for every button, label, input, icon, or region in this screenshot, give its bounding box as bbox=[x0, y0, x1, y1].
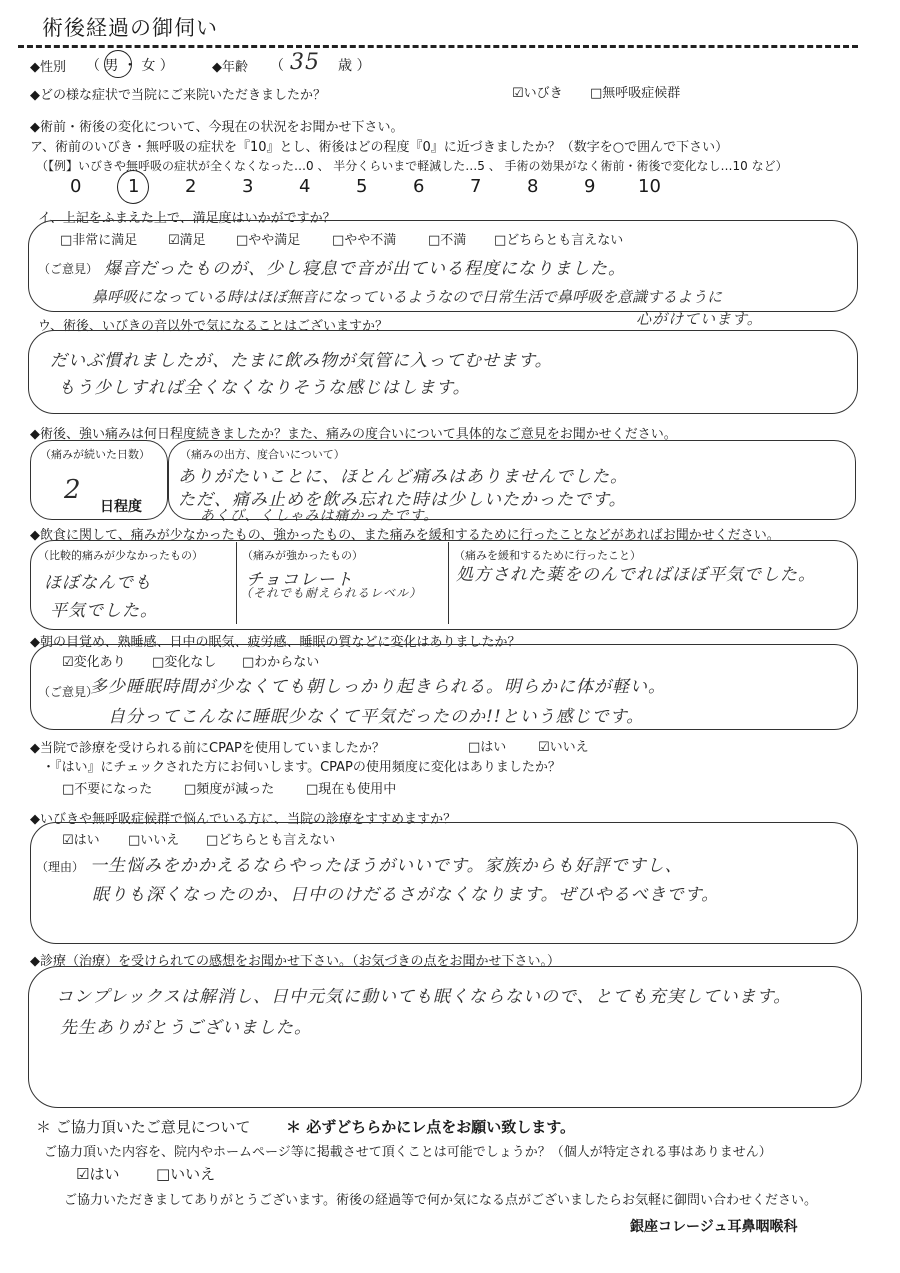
cpap-followup: ・『はい』にチェックされた方にお伺いします。CPAPの使用頻度に変化はありましたか？ bbox=[42, 760, 561, 775]
sat-option-dissatisfied[interactable]: □不満 bbox=[428, 233, 467, 248]
clinic-name: 銀座コレージュ耳鼻咽喉科 bbox=[630, 1219, 798, 1235]
change-question: ア、術前のいびき・無呼吸の症状を『10』とし、術後はどの程度『0』に近づきましたか？（数字を○で囲んで下さい） bbox=[30, 140, 729, 155]
scale-8[interactable]: 8 bbox=[527, 176, 539, 197]
recommend-comment-line2[interactable]: 眠りも深くなったのか、日中のけだるさがなくなります。ぜひやるべきです。 bbox=[92, 885, 720, 905]
impression-comment-line1[interactable]: コンプレックスは解消し、日中元気に動いても眠くならないので、とても充実しています。 bbox=[56, 987, 792, 1007]
morning-question: ◆朝の目覚め、熟睡感、日中の眠気、疲労感、睡眠の質などに変化はありましたか？ bbox=[30, 635, 521, 650]
consent-heading-left: ＊ ご協力頂いたご意見について bbox=[36, 1118, 251, 1136]
sat-option-neutral[interactable]: □どちらとも言えない bbox=[494, 233, 624, 248]
other-comment-line1[interactable]: だいぶ慣れましたが、たまに飲み物が気管に入ってむせます。 bbox=[50, 351, 553, 371]
cpap-option-yes[interactable]: □はい bbox=[468, 740, 507, 755]
pain-days-value[interactable]: 2 bbox=[64, 475, 82, 505]
scale-0[interactable]: 0 bbox=[70, 176, 82, 197]
scale-9[interactable]: 9 bbox=[584, 176, 596, 197]
pain-comment-line2[interactable]: ただ、痛み止めを飲み忘れた時は少しいたかったです。 bbox=[178, 490, 627, 510]
cpap-followup-still-using[interactable]: □現在も使用中 bbox=[306, 782, 397, 797]
other-box bbox=[28, 330, 858, 414]
pain-comment-line3[interactable]: あくび、くしゃみは痛かったです。 bbox=[200, 508, 439, 524]
sat-opinion-label: （ご意見） bbox=[38, 262, 99, 276]
consent-heading-right: ＊ 必ずどちらかにレ点をお願い致します。 bbox=[286, 1118, 576, 1136]
diet-col2-label: （痛みが強かったもの） bbox=[242, 549, 363, 562]
scale-5[interactable]: 5 bbox=[356, 176, 368, 197]
consent-option-no[interactable]: □いいえ bbox=[156, 1165, 216, 1183]
age-open: （ bbox=[270, 58, 284, 74]
recommend-option-yes[interactable]: ☑はい bbox=[62, 833, 100, 848]
recommend-comment-line1[interactable]: 一生悩みをかかえるならやったほうがいいです。家族からも好評ですし、 bbox=[90, 856, 683, 876]
consent-question: ご協力頂いた内容を、院内やホームページ等に掲載させて頂くことは可能でしょうか？（個人が特定される事はありません） bbox=[44, 1145, 772, 1160]
sat-option-somewhat-satisfied[interactable]: □やや満足 bbox=[236, 233, 301, 248]
sex-label: ◆性別 bbox=[30, 60, 66, 75]
diet-col1-line2[interactable]: 平気でした。 bbox=[50, 601, 158, 621]
age-value[interactable]: 35 bbox=[290, 50, 320, 75]
sat-comment-line3[interactable]: 心がけています。 bbox=[636, 310, 763, 328]
pain-comment-line1[interactable]: ありがたいことに、ほとんど痛みはありませんでした。 bbox=[178, 467, 628, 487]
sex-selected-circle bbox=[104, 50, 132, 78]
scale-4[interactable]: 4 bbox=[299, 176, 311, 197]
cpap-question: ◆当院で診療を受けられる前にCPAPを使用していましたか？ bbox=[30, 741, 385, 756]
satisfaction-question: イ、上記をふまえた上で、満足度はいかがですか？ bbox=[38, 211, 336, 226]
sat-option-very-satisfied[interactable]: □非常に満足 bbox=[60, 233, 138, 248]
cpap-option-no[interactable]: ☑いいえ bbox=[538, 740, 589, 755]
diet-col2-line1[interactable]: チョコレート bbox=[246, 570, 354, 590]
sat-option-satisfied[interactable]: ☑満足 bbox=[168, 233, 206, 248]
pain-degree-label: （痛みの出方、度合いについて） bbox=[180, 448, 345, 461]
diet-divider-1 bbox=[236, 542, 237, 624]
consent-option-yes[interactable]: ☑はい bbox=[76, 1165, 120, 1183]
morning-opinion-label: （ご意見） bbox=[38, 685, 99, 699]
morning-option-unchanged[interactable]: □変化なし bbox=[152, 655, 217, 670]
scale-6[interactable]: 6 bbox=[413, 176, 425, 197]
scale-2[interactable]: 2 bbox=[185, 176, 197, 197]
morning-comment-line2[interactable]: 自分ってこんなに睡眠少なくて平気だったのか!!という感じです。 bbox=[108, 707, 645, 727]
scale-10[interactable]: 10 bbox=[638, 176, 661, 197]
pain-days-unit: 日程度 bbox=[100, 499, 142, 515]
title-divider bbox=[18, 45, 858, 48]
diet-col1-line1[interactable]: ほぼなんでも bbox=[44, 573, 152, 593]
sat-comment-line1[interactable]: 爆音だったものが、少し寝息で音が出ている程度になりました。 bbox=[104, 259, 626, 279]
impression-comment-line2[interactable]: 先生ありがとうございました。 bbox=[60, 1018, 312, 1038]
recommend-option-neutral[interactable]: □どちらとも言えない bbox=[206, 833, 336, 848]
scale-7[interactable]: 7 bbox=[470, 176, 482, 197]
pain-question: ◆術後、強い痛みは何日程度続きましたか？また、痛みの度合いについて具体的なご意見をお聞かせください。 bbox=[30, 427, 677, 442]
change-header: ◆術前・術後の変化について、今現在の状況をお聞かせ下さい。 bbox=[30, 120, 404, 135]
diet-divider-2 bbox=[448, 542, 449, 624]
scale-1[interactable]: 1 bbox=[128, 176, 140, 197]
recommend-option-no[interactable]: □いいえ bbox=[128, 833, 180, 848]
symptom-option-snoring[interactable]: ☑いびき bbox=[512, 86, 563, 101]
scale-3[interactable]: 3 bbox=[242, 176, 254, 197]
age-label: ◆年齢 bbox=[212, 60, 248, 75]
morning-option-changed[interactable]: ☑変化あり bbox=[62, 655, 126, 670]
impression-question: ◆診療（治療）を受けられての感想をお聞かせ下さい。（お気づきの点をお聞かせ下さい。） bbox=[30, 954, 560, 969]
age-unit: 歳 ） bbox=[338, 58, 371, 74]
sat-comment-line2[interactable]: 鼻呼吸になっている時はほぼ無音になっているようなので日常生活で鼻呼吸を意識するように bbox=[92, 288, 723, 306]
consent-thanks: ご協力いただきましてありがとうございます。術後の経過等で何か気になる点がございましたらお気軽に御問い合わせください。 bbox=[64, 1193, 817, 1208]
scale-selected-circle bbox=[117, 170, 149, 204]
change-example: （【例】いびきや無呼吸の症状が全くなくなった…0 、 半分くらいまで軽減した…5 、 手術の効果がなく術前・術後で変化なし…10 など） bbox=[36, 159, 788, 173]
morning-option-unknown[interactable]: □わからない bbox=[242, 655, 320, 670]
diet-question: ◆飲食に関して、痛みが少なかったもの、強かったもの、また痛みを緩和するために行ったことなどがあればお聞かせください。 bbox=[30, 528, 780, 543]
page-title: 術後経過の御伺い bbox=[42, 16, 218, 40]
recommend-question: ◆いびきや無呼吸症候群で悩んでいる方に、当院の診療をすすめますか？ bbox=[30, 812, 457, 827]
cpap-followup-unneeded[interactable]: □不要になった bbox=[62, 782, 153, 797]
recommend-reason-label: （理由） bbox=[36, 860, 85, 874]
symptom-question: ◆どの様な症状で当院にご来院いただきましたか？ bbox=[30, 88, 326, 103]
sat-option-somewhat-dissatisfied[interactable]: □やや不満 bbox=[332, 233, 397, 248]
cpap-followup-reduced[interactable]: □頻度が減った bbox=[184, 782, 275, 797]
symptom-option-apnea[interactable]: □無呼吸症候群 bbox=[590, 86, 681, 101]
other-comment-line2[interactable]: もう少しすれば全くなくなりそうな感じはします。 bbox=[58, 378, 471, 398]
morning-comment-line1[interactable]: 多少睡眠時間が少なくても朝しっかり起きられる。明らかに体が軽い。 bbox=[90, 677, 666, 697]
diet-col2-line2[interactable]: （それでも耐えられるレベル） bbox=[240, 586, 423, 600]
diet-col3-label: （痛みを緩和するために行ったこと） bbox=[454, 549, 641, 562]
other-question: ウ、術後、いびきの音以外で気になることはございますか？ bbox=[38, 319, 388, 334]
diet-col1-label: （比較的痛みが少なかったもの） bbox=[38, 549, 203, 562]
pain-days-label: （痛みが続いた日数） bbox=[40, 448, 150, 461]
sex-options: （ 男 ・ 女 ） bbox=[86, 58, 174, 74]
diet-col3-line1[interactable]: 処方された薬をのんでればほぼ平気でした。 bbox=[456, 565, 816, 585]
